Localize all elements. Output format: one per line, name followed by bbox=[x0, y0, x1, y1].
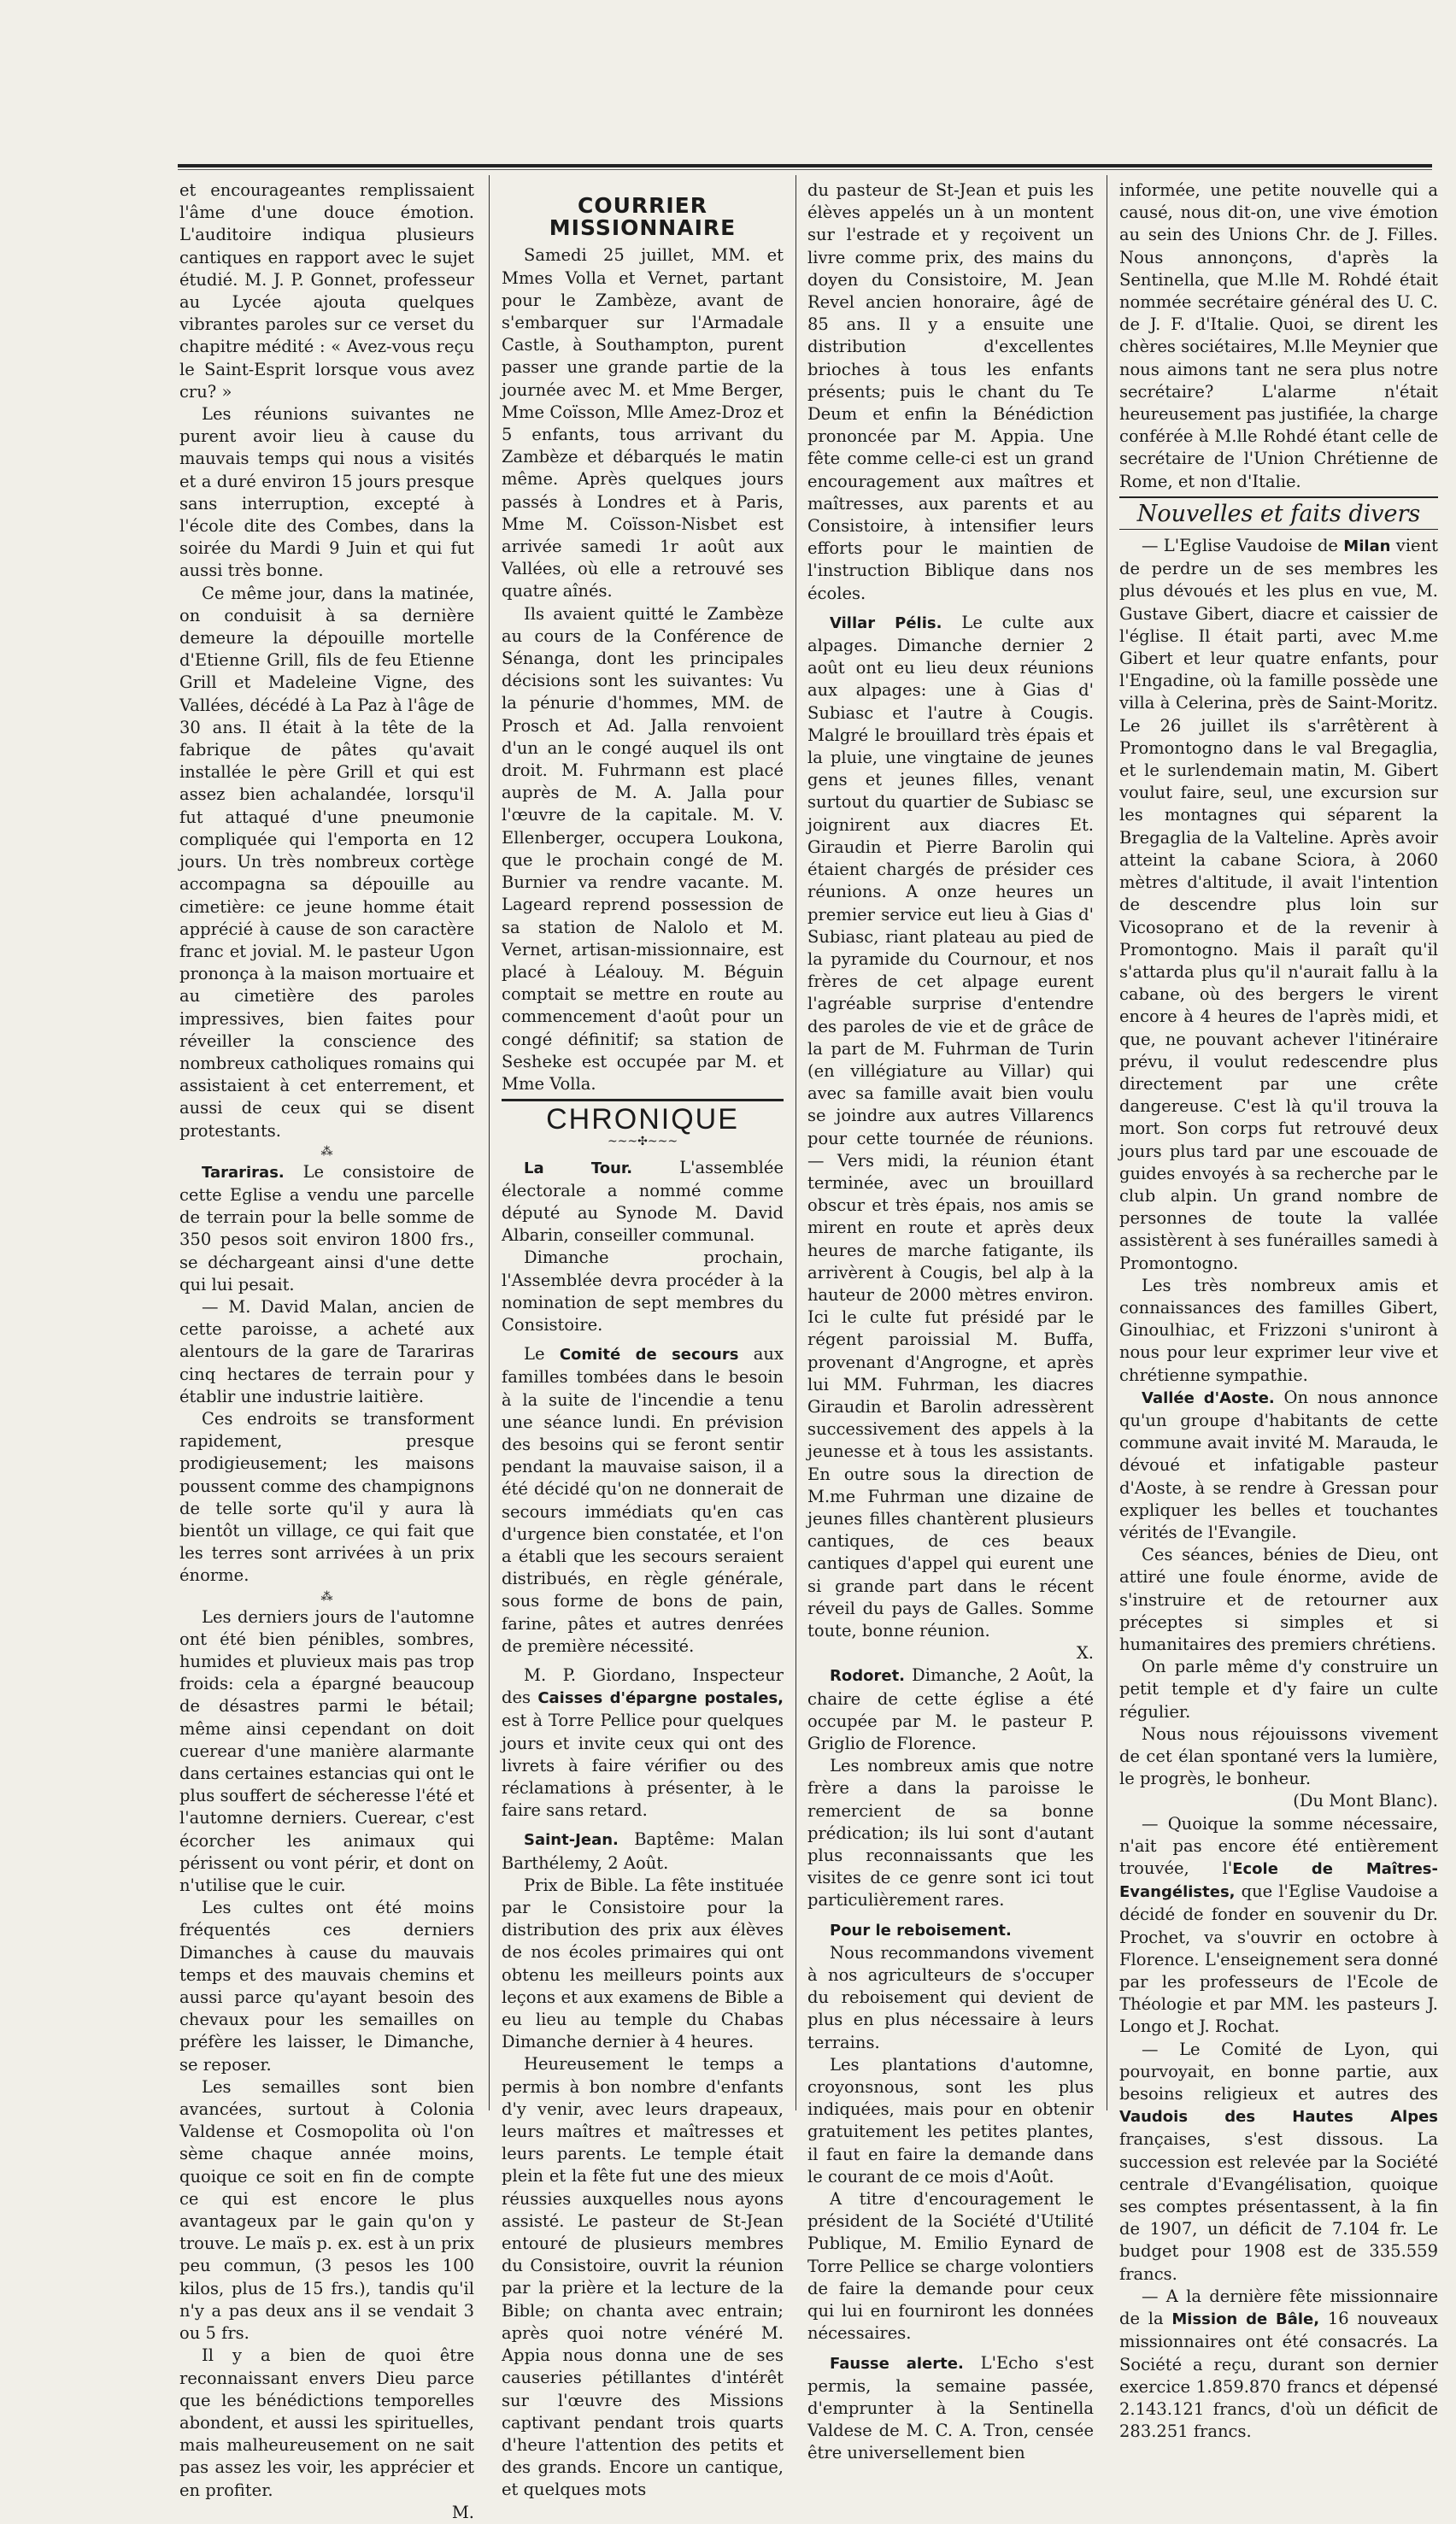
column-3 bbox=[807, 179, 1094, 2463]
article-title: Milan bbox=[1343, 537, 1391, 556]
article-title: Caisses d'épargne postales, bbox=[537, 1689, 784, 1708]
article-text: L'Echo s'est permis, la semaine passée, d'emprunter à la Sentinella Valdese de M. C. A. Tron, censée être universellement bien bbox=[807, 2352, 1094, 2463]
article-ecole bbox=[1119, 1813, 1438, 2039]
paragraph: Les réunions suivantes ne purent avoir lieu à cause du mauvais temps qui nous a visités et a duré environ 15 jours presque sans interruption, excepté à l'école dite des Combes, dans la soirée du Mardi 9 Juin et qui fut aussi très bonne. bbox=[179, 404, 474, 581]
article-title: Ecole de Maîtres-Evangélistes, bbox=[1119, 1860, 1438, 1902]
column-1 bbox=[179, 179, 474, 2522]
article-lyon bbox=[1119, 2039, 1438, 2286]
ornament: ~~~✣~~~ bbox=[607, 1135, 678, 1149]
section-heading-chronique: CHRONIQUE bbox=[546, 1103, 739, 1136]
paragraph: Il y a bien de quoi être reconnaissant envers Dieu parce que les bénédictions temporelles abondent, et aussi les spirituelles, mais malheureusement on ne sait pas assez les voir, les apprécier et en profiter. bbox=[179, 2345, 474, 2500]
article-title: Rodoret. bbox=[830, 1667, 906, 1686]
article-caisses bbox=[502, 1664, 784, 1822]
article-comite bbox=[502, 1343, 784, 1658]
top-rule bbox=[178, 164, 1432, 167]
article-title: Villar Pélis. bbox=[830, 613, 942, 632]
article-milan bbox=[1119, 535, 1438, 1275]
article-title: Comité de secours bbox=[559, 1346, 739, 1365]
column-2 bbox=[502, 179, 784, 2500]
section-rule bbox=[1119, 496, 1438, 498]
article-tarariras bbox=[179, 1161, 474, 1296]
paragraph: Prix de Bible. La fête instituée par le Consistoire pour la distribution des prix aux élèves de nos écoles primaires qui ont obtenu les meilleurs points aux leçons et aux examens de Bible a eu lieu au temple du Chabas Dimanche dernier à 4 heures. bbox=[502, 1875, 784, 2052]
article-villar bbox=[807, 612, 1094, 1642]
column-4 bbox=[1119, 179, 1438, 2442]
paragraph: A titre d'encouragement le président de la Société d'Utilité Publique, M. Emilio Eynard de Torre Pellice se charge volontiers de faire la demande pour ceux qui lui en fourniront les données nécessaires. bbox=[807, 2189, 1094, 2344]
paragraph: Samedi 25 juillet, MM. et Mmes Volla et Vernet, partant pour le Zambèze, avant de s'embarquer sur l'Armadale Castle, à Southampton, purent passer une grande partie de la journée avec M. et Mme Berger, Mme Coïsson, Mlle Amez-Droz et 5 enfants, tous arrivant du Zambèze et débarqués le matin même. Après quelques jours passés à Londres et à Paris, Mme M. Coïsson-Nisbet est arrivée samedi 1r août aux Vallées, où elle a retrouvé ses quatre aînés. bbox=[502, 245, 784, 602]
section-rule bbox=[1119, 529, 1438, 530]
article-text: Dimanche, 2 Août, la chaire de cette église a été occupée par M. le pasteur P. Griglio de Florence. bbox=[807, 1665, 1094, 1754]
article-bale bbox=[1119, 2286, 1438, 2443]
signature: M. bbox=[451, 2502, 474, 2522]
section-rule bbox=[502, 1099, 784, 1101]
article-text: françaises, s'est dissous. La succession est relevée par la Société centrale d'Evangélisation, quoique ses comptes présentassent, à la fin de 1907, un déficit de 7.104 fr. Le budget pour 1908 est de 335.559 francs. bbox=[1119, 2129, 1438, 2284]
article-aoste bbox=[1119, 1387, 1438, 1544]
paragraph: Les très nombreux amis et connaissances des familles Gibert, Ginoulhiac, et Frizzoni s'uniront à nous pour leur exprimer leur vive et chrétienne sympathie. bbox=[1119, 1275, 1438, 1385]
article-text: M. P. Giordano, Inspecteur des bbox=[502, 1665, 784, 1708]
article-title: Fausse alerte. bbox=[830, 2354, 964, 2373]
paragraph: Nous recommandons vivement à nos agriculteurs de s'occuper du reboisement qui devient de plus en plus nécessaire à leurs terrains. bbox=[807, 1942, 1094, 2052]
article-title: Saint-Jean. bbox=[524, 1831, 619, 1850]
paragraph: Les derniers jours de l'automne ont été bien pénibles, sombres, humides et pluvieux mais pas trop froids: cela a épargné beaucoup de désastres parmi le bétail; même ainsi cependant on doit cuerear d'une manière alarmante dans certaines estancias qui ont le plus souffert de sécheresse l'été et l'automne derniers. Cuerear, c'est écorcher les animaux qui périssent ou vont périr, et dont on n'utilise que le cuir. bbox=[179, 1606, 474, 1896]
article-text: que l'Eglise Vaudoise a décidé de fonder en souvenir du Dr. Prochet, va s'ouvrir en octobre à Florence. L'enseignement sera donné par les professeurs de l'Ecole de Théologie et par MM. les pasteurs J. Longo et J. Rochat. bbox=[1119, 1881, 1438, 2037]
article-rodoret bbox=[807, 1664, 1094, 1755]
article-text: est à Torre Pellice pour quelques jours et invite ceux qui ont des livrets à faire vérifier ou des réclamations à présenter, à le faire sans retard. bbox=[502, 1711, 784, 1821]
paragraph: Les semailles sont bien avancées, surtout à Colonia Valdense et Cosmopolita où l'on sème chaque année moins, quoique ce soit en fin de compte ce qui est encore le plus avantageux par le gain qu'on y trouve. Le maïs p. ex. est à un prix peu commun, (3 pesos les 100 kilos, plus de 15 frs.), tandis qu'il n'y a pas deux ans il se vendait 3 ou 5 frs. bbox=[179, 2076, 474, 2344]
asterism-divider: ⁂ bbox=[320, 1589, 333, 1604]
article-text: — Le Comité de Lyon, qui pourvoyait, en bonne partie, aux besoins religieux et autres des bbox=[1119, 2039, 1438, 2104]
paragraph: Heureusement le temps a permis à bon nombre d'enfants d'y venir, avec leurs drapeaux, leurs maîtres et maîtresses et leurs parents. Le temple était plein et la fête fut une des mieux réussies auxquelles nous ayons assisté. Le pasteur de St-Jean entouré de plusieurs membres du Consistoire, ouvrit la réunion par la prière et la lecture de la Bible; on chanta avec entrain; après quoi notre vénéré M. Appia nous donna une de ses causeries pétillantes d'intérêt sur l'œuvre des Missions captivant pendant trois quarts d'heure l'attention des petits et des grands. Encore un cantique, et quelques mots bbox=[502, 2054, 784, 2500]
section-heading-courrier: COURRIER MISSIONNAIRE bbox=[549, 193, 737, 241]
article-title: Vallée d'Aoste. bbox=[1142, 1388, 1275, 1407]
paragraph: On parle même d'y construire un petit temple et d'y faire un culte régulier. bbox=[1119, 1657, 1438, 1722]
paragraph: du pasteur de St-Jean et puis les élèves appelés un à un montent sur l'estrade et y reçoivent un livre comme prix, des mains du doyen du Consistoire, M. Jean Revel ancien honoraire, âgé de 85 ans. Il y a ensuite une distribution d'excellentes brioches à tous les enfants présents; puis le chant du Te Deum et enfin la Bénédiction prononcée par M. Appia. Une fête comme celle-ci est un grand encouragement aux maîtres et maîtresses, aux parents et au Consistoire, à intensifier leurs efforts pour le maintien de l'instruction Biblique dans nos écoles. bbox=[807, 180, 1094, 603]
paragraph: Ces séances, bénies de Dieu, ont attiré une foule énorme, avide de s'instruire et de retourner aux préceptes si simples et si humanitaires des premiers chrétiens. bbox=[1119, 1545, 1438, 1654]
article-text: Le consistoire de cette Eglise a vendu une parcelle de terrain pour la belle somme de 350 pesos soit environ 1800 frs., se déchargeant ainsi d'une dette qui lui pesait. bbox=[179, 1161, 474, 1294]
article-text: — L'Eglise Vaudoise de bbox=[1142, 536, 1344, 556]
article-text: — A la dernière fête missionnaire de la bbox=[1119, 2286, 1438, 2329]
article-text: — Quoique la somme nécessaire, n'ait pas encore été entièrement trouvée, l' bbox=[1119, 1813, 1438, 1879]
paragraph: Les cultes ont été moins fréquentés ces derniers Dimanches à cause du mauvais temps et des mauvais chemins et aussi parce qu'ayant besoin des chevaux pour les semailles on préfère les laisser, le Dimanche, se reposer. bbox=[179, 1898, 474, 2075]
article-title: Vaudois des Hautes Alpes bbox=[1119, 2108, 1438, 2127]
article-stjean bbox=[502, 1828, 784, 1874]
paragraph: Ils avaient quitté le Zambèze au cours de la Conférence de Sénanga, dont les principales décisions sont les suivantes: Vu la pénurie d'hommes, MM. de Prosch et Ad. Jalla renvoient d'un an le congé auquel ils ont droit. M. Fuhrmann est placé auprès de M. A. Jalla pour l'œuvre de la capitale. M. V. Ellenberger, occupera Loukona, que le prochain congé de M. Burnier va rendre vacante. M. Lageard reprend possession de sa station de Nalolo et M. Vernet, artisan-missionnaire, est placé à Léalouy. M. Béguin comptait se mettre en route au commencement d'août pour un congé définitif; sa station de Sesheke est occupée par M. et Mme Volla. bbox=[502, 603, 784, 1094]
article-text: Baptême: Malan Barthélemy, 2 Août. bbox=[502, 1829, 784, 1873]
article-text: L'assemblée électorale a nommé comme député au Synode M. David Albarin, conseiller communal. bbox=[502, 1157, 784, 1246]
article-alerte bbox=[807, 2352, 1094, 2465]
paragraph: informée, une petite nouvelle qui a causé, nous dit-on, une vive émotion au sein des Unions Chr. de J. Filles. Nous annonçons, d'après la Sentinella, que M.lle M. Rohdé était nommée secrétaire général des U. C. de J. F. d'Italie. Quoi, se dirent les chères sociétaires, M.lle Meynier que nous aimons tant ne sera plus notre secrétaire? L'alarme n'était heureusement pas justifiée, la charge conférée à M.lle Rohdé étant celle de secrétaire de l'Union Chrétienne de Rome, et non d'Italie. bbox=[1119, 180, 1438, 491]
top-rule-thin bbox=[178, 169, 1432, 170]
article-text: aux familles tombées dans le besoin à la suite de l'incendie a tenu une séance lundi. En prévision des besoins qui se feront sentir pendant la mauvaise saison, il a été décidé qu'on ne donnerait de secours immédiats qu'en cas d'urgence bien constatée, et l'on a établi que les secours seraient distribués, en règle générale, sous forme de bons de pain, farine, pâtes et autres denrées de première nécessité. bbox=[502, 1344, 784, 1656]
source-credit: (Du Mont Blanc). bbox=[1293, 1791, 1438, 1811]
paragraph: Ces endroits se transforment rapidement, presque prodigieusement; les maisons poussent comme des champignons de telle sorte qu'il y aura là bientôt un village, ce qui fait que les terres sont arrivées à un prix énorme. bbox=[179, 1408, 474, 1586]
article-title: Pour le reboisement. bbox=[830, 1921, 1012, 1940]
article-heading-reboisement bbox=[807, 1919, 1094, 1942]
paragraph: Dimanche prochain, l'Assemblée devra procéder à la nomination de sept membres du Consistoire. bbox=[502, 1247, 784, 1335]
paragraph: — M. David Malan, ancien de cette paroisse, a acheté aux alentours de la gare de Tarariras cinq hectares de terrain pour y établir une industrie laitière. bbox=[179, 1296, 474, 1406]
article-text: vient de perdre un de ses membres les plus dévoués et les plus en vue, M. Gustave Gibert, diacre et caissier de l'église. Il était parti, avec M.me Gibert et leur quatre enfants, pour l'Engadine, où la famille possède une villa à Celerina, près de Saint-Moritz. Le 26 juillet ils s'arrêtèrent à Promontogno dans le val Bregaglia, et le surlendemain matin, M. Gibert voulut faire, seul, une excursion sur les montagnes qui séparent la Bregaglia de la Valteline. Après avoir atteint la cabane Sciora, à 2060 mètres d'altitude, il avait l'intention de descendre plus loin sur Vicosoprano et de la revenir à Promontogno. Mais il paraît qu'il s'attarda plus qu'il n'aurait fallu à la cabane, où des bergers le virent encore à 4 heures de l'après midi, et que, ne pouvant achever l'itinéraire prévu, il voulut redescendre plus directement par une crête dangereuse. C'est là qu'il trouva la mort. Son corps fut retrouvé deux jours plus tard par une escouade de guides envoyés à sa recherche par le club alpin. Un grand nombre de personnes de toute la vallée assistèrent à ses funérailles samedi à Promontogno. bbox=[1119, 536, 1438, 1273]
article-text: On nous annonce qu'un groupe d'habitants de cette commune avait invité M. Marauda, le dévoué et infatigable pasteur d'Aoste, à se rendre à Gressan pour expliquer les belles et touchantes vérités de l'Evangile. bbox=[1119, 1387, 1438, 1542]
paragraph: et encourageantes remplissaient l'âme d'une douce émotion. L'auditoire indiqua plusieurs cantiques en rapport avec le sujet étudié. M. J. P. Gonnet, professeur au Lycée ajouta quelques vibrantes paroles sur ce verset du chapitre médité : « Avez-vous reçu le Saint-Esprit lorsque vous avez cru? » bbox=[179, 180, 474, 402]
paragraph: Les plantations d'automne, croyonsnous, sont les plus indiquées, mais pour en obtenir gratuitement les petites plantes, il faut en faire la demande dans le courant de ce mois d'Août. bbox=[807, 2054, 1094, 2186]
article-title: Tarariras. bbox=[202, 1163, 285, 1182]
article-text: 16 nouveaux missionnaires ont été consacrés. La Société a reçu, durant son dernier exercice 1.859.870 francs et dépensé 2.143.121 francs, d'où un déficit de 283.251 francs. bbox=[1119, 2309, 1438, 2442]
paragraph: Les nombreux amis que notre frère a dans la paroisse le remercient de sa bonne prédication; ils lui sont d'autant plus reconnaissants que les visites de ce genre sont ici tout particulièrement rares. bbox=[807, 1756, 1094, 1911]
paragraph: Nous nous réjouissons vivement de cet élan spontané vers la lumière, le progrès, le bonheur. bbox=[1119, 1723, 1438, 1789]
article-title: La Tour. bbox=[524, 1159, 633, 1177]
paragraph: Ce même jour, dans la matinée, on conduisit à sa dernière demeure la dépouille mortelle d'Etienne Grill, fils de feu Etienne Grill et Madeleine Vigne, des Vallées, décédé à La Paz à l'âge de 30 ans. Il était à la tête de la fabrique de pâtes qu'avait installée le père Grill et qui est assez bien achalandée, lorsqu'il fut attaqué d'une pneumonie compliquée qui l'emporta en 12 jours. Un très nombreux cortège accompagna sa dépouille au cimetière: ce jeune homme était apprécié à cause de son caractère franc et jovial. M. le pasteur Ugon prononça à la maison mortuaire et au cimetière des paroles impressives, bien faites pour réveiller la conscience des nombreux catholiques romains qui assistaient à cet enterrement, et aussi de ceux qui se disent protestants. bbox=[179, 583, 474, 1141]
article-text: Le bbox=[524, 1344, 560, 1365]
signature: X. bbox=[1076, 1643, 1094, 1664]
article-text: Le culte aux alpages. Dimanche dernier 2 août ont eu lieu deux réunions aux alpages: une à Gias d' Subiasc et l'autre à Cougis. Malgré le brouillard très épais et la pluie, une vingtaine de jeunes gens et jeunes filles, venant surtout du quartier de Subiasc se joignirent aux diacres Et. Giraudin et Pierre Barolin qui étaient chargés de présider ces réunions. A onze heures un premier service eut lieu à Gias d' Subiasc, riant plateau au pied de la pyramide du Cournour, et nos frères de cet alpage eurent l'agréable surprise d'entendre des paroles de vie et de grâce de la part de M. Fuhrman de Turin (en villégiature au Villar) qui avec sa famille avait bien voulu se joindre aux autres Villarencs pour cette tournée de réunions. — Vers midi, la réunion étant terminée, avec un brouillard obscur et très épais, nos amis se mirent en route et après deux heures de marche fatigante, ils arrivèrent à Cougis, bel alp à la hauteur de 2000 mètres environ. Ici le culte fut présidé par le régent paroissial M. Buffa, provenant d'Angrogne, et après lui MM. Fuhrman, les diacres Giraudin et Barolin adressèrent successivement des appels à la jeunesse et à tous les assistants. En outre sous la direction de M.me Fuhrman une dizaine de jeunes filles chantèrent plusieurs cantiques, de ces beaux cantiques d'appel qui eurent une si grande part dans le récent réveil du pays de Galles. Somme toute, bonne réunion. bbox=[807, 612, 1094, 1641]
article-title: Mission de Bâle, bbox=[1171, 2310, 1320, 2329]
article-latour bbox=[502, 1157, 784, 1247]
column-divider-1 bbox=[489, 175, 490, 2110]
asterism-divider: ⁂ bbox=[320, 1144, 333, 1159]
section-heading-nouvelles: Nouvelles et faits divers bbox=[1136, 500, 1421, 527]
